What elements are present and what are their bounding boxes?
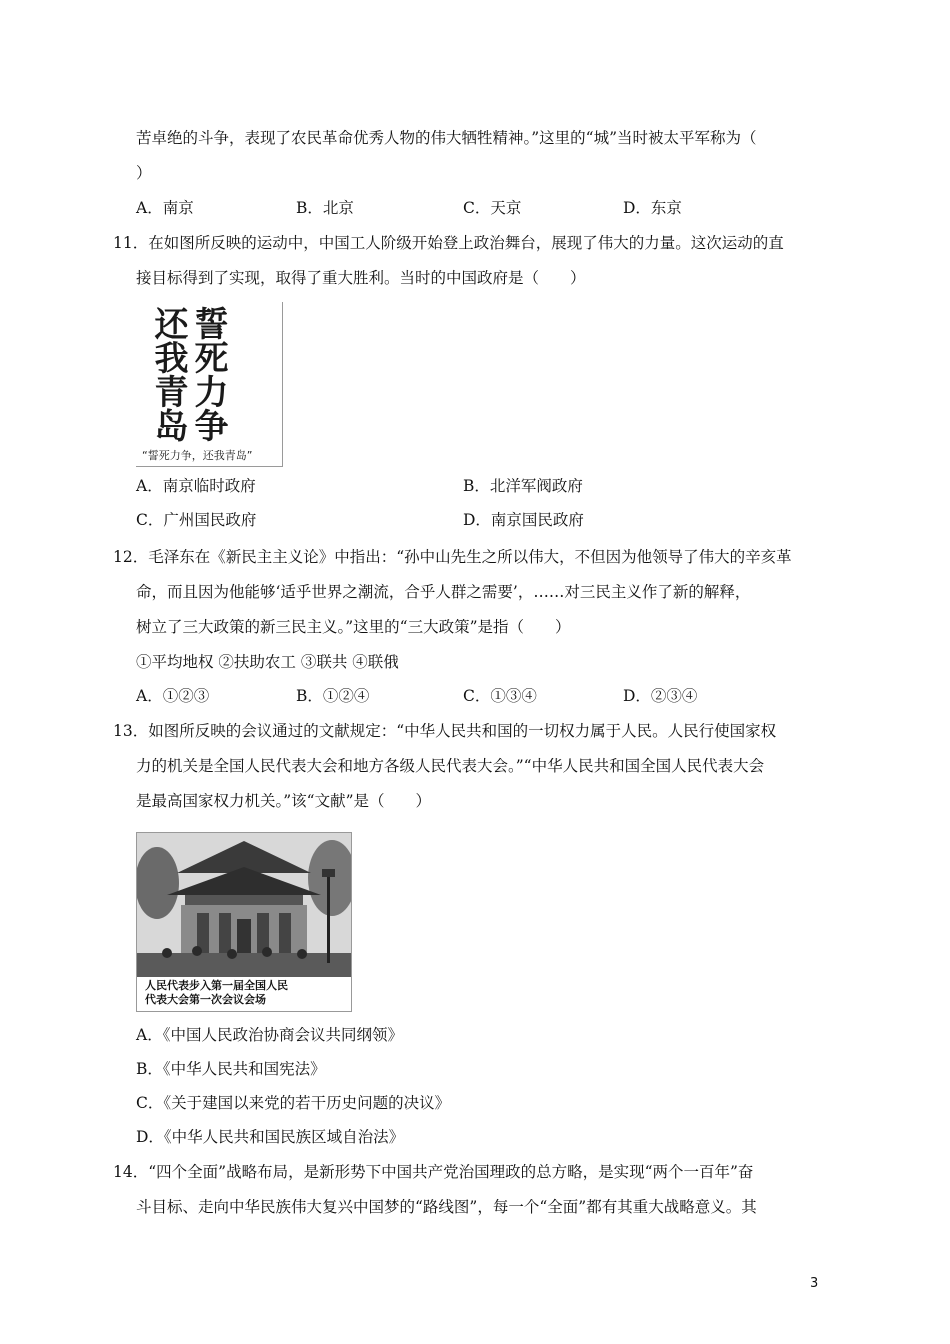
q13-option-d: D．《中华人民共和国民族区域自治法》: [136, 1128, 405, 1146]
q12-items: ①平均地权 ②扶助农工 ③联共 ④联俄: [136, 653, 399, 671]
q11-text-line: 11．在如图所反映的运动中，中国工人阶级开始登上政治舞台，展现了伟大的力量。这次运动的直: [113, 234, 784, 252]
q14-text-line: 斗目标、走向中华民族伟大复兴中国梦的“路线图”，每一个“全面”都有其重大战略意义。其: [136, 1198, 757, 1216]
q12-option-c: C．①③④: [463, 687, 537, 705]
q13-option-b: B．《中华人民共和国宪法》: [136, 1060, 326, 1078]
slogan-column-left: 还我青岛: [148, 306, 188, 442]
q12-text-line: 树立了三大政策的新三民主义。”这里的“三大政策”是指（ ）: [136, 618, 571, 636]
congress-photo: [136, 832, 352, 1012]
slogan-image: [136, 302, 283, 467]
q12-option-a: A．①②③: [136, 687, 210, 705]
photo-caption-line: 代表大会第一次会议会场: [145, 993, 266, 1006]
q13-text-line: 力的机关是全国人民代表大会和地方各级人民代表大会。”“中华人民共和国全国人民代表大会: [136, 757, 765, 775]
slogan-column-right: 誓死力争: [188, 306, 228, 442]
page-number: 3: [810, 1276, 819, 1291]
q12-text-line: 12．毛泽东在《新民主主义论》中指出：“孙中山先生之所以伟大，不但因为他领导了伟大的辛亥革: [113, 548, 792, 566]
photo-caption-line: 人民代表步入第一届全国人民: [145, 979, 288, 992]
photo-caption: [145, 979, 288, 1007]
q14-text-line: 14．“四个全面”战略布局，是新形势下中国共产党治国理政的总方略，是实现“两个一百年”奋: [113, 1163, 754, 1181]
q10-text-line: 苦卓绝的斗争，表现了农民革命优秀人物的伟大牺牲精神。”这里的“城”当时被太平军称为（: [136, 129, 757, 147]
building-photo-icon: [137, 833, 351, 977]
q12-option-b: B．①②④: [296, 687, 370, 705]
q11-option-d: D．南京国民政府: [463, 511, 584, 529]
q10-option-a: A．南京: [136, 199, 194, 217]
q11-option-c: C．广州国民政府: [136, 511, 257, 529]
q11-option-b: B．北洋军阀政府: [463, 477, 583, 495]
q12-text-line: 命，而且因为他能够‘适乎世界之潮流，合乎人群之需要’，……对三民主义作了新的解释，: [136, 583, 751, 601]
q11-text-line: 接目标得到了实现，取得了重大胜利。当时的中国政府是（ ）: [136, 269, 586, 287]
q10-option-b: B．北京: [296, 199, 354, 217]
slogan-caption: “誓死力争，还我青岛”: [142, 449, 253, 462]
q13-option-c: C．《关于建国以来党的若干历史问题的决议》: [136, 1094, 451, 1112]
q13-text-line: 是最高国家权力机关。”该“文献”是（ ）: [136, 792, 432, 810]
q11-option-a: A．南京临时政府: [136, 477, 256, 495]
q13-text-line: 13．如图所反映的会议通过的文献规定：“中华人民共和国的一切权力属于人民。人民行使国家权: [113, 722, 777, 740]
q12-option-d: D．②③④: [623, 687, 698, 705]
q13-option-a: A．《中国人民政治协商会议共同纲领》: [136, 1026, 403, 1044]
q10-text-line: ）: [136, 164, 152, 182]
q10-option-c: C．天京: [463, 199, 522, 217]
q10-option-d: D．东京: [623, 199, 682, 217]
